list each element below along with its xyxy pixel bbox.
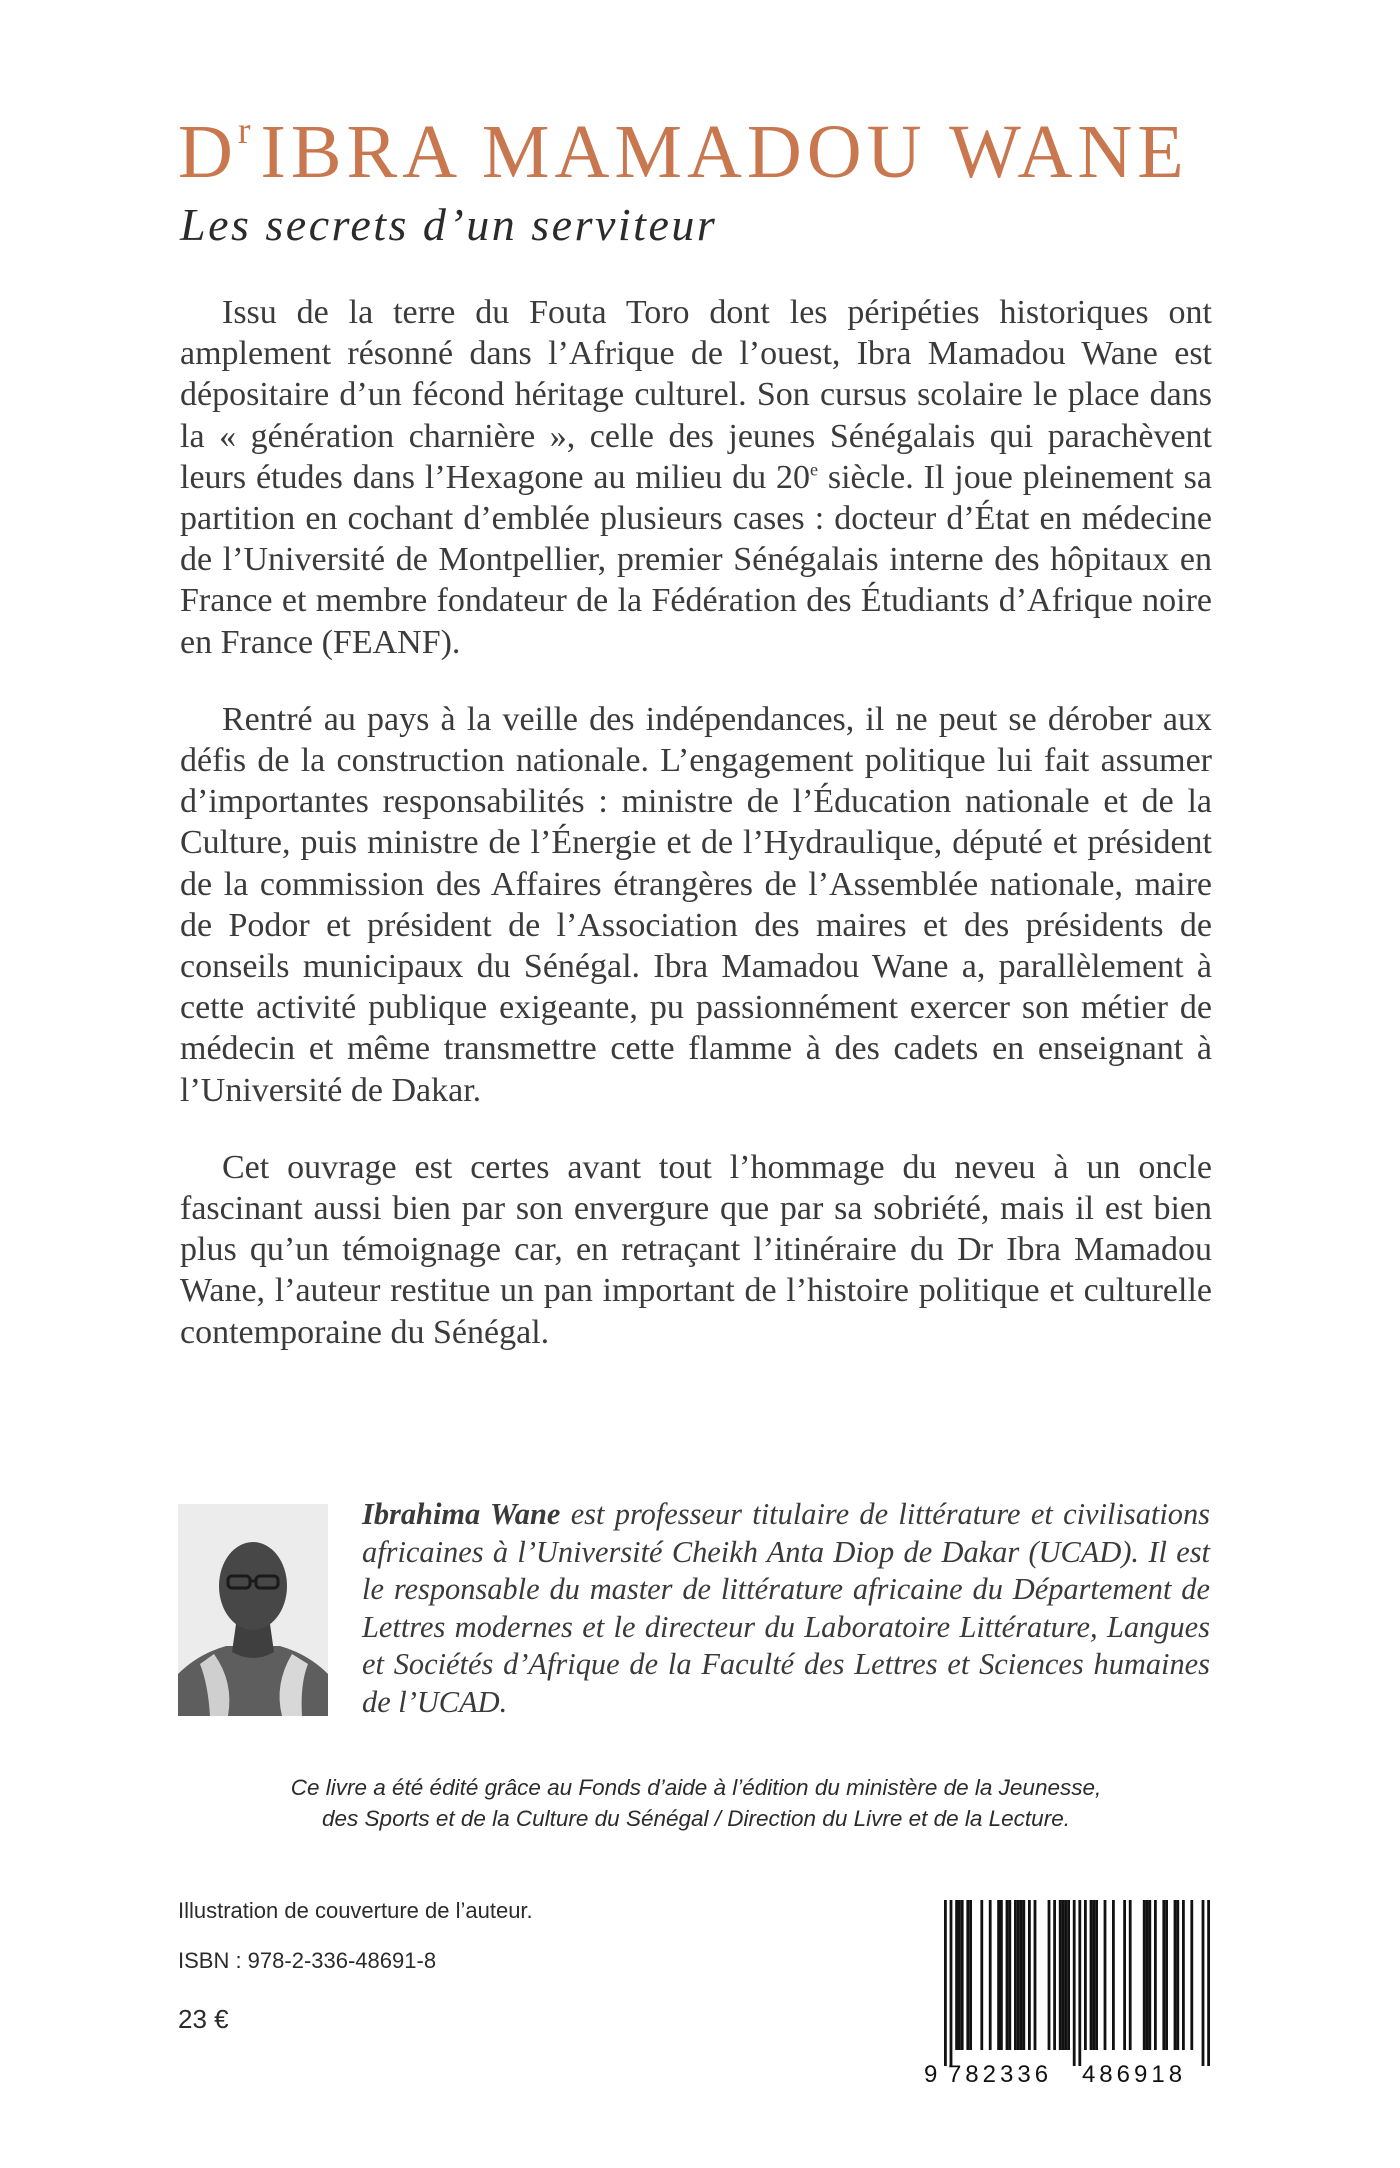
- barcode-bar: [1202, 1900, 1205, 2066]
- barcode-digits-group-2: 486918: [1081, 2061, 1187, 2088]
- author-bio: [362, 1496, 1210, 1722]
- barcode-bar: [1064, 1900, 1067, 2050]
- barcode-bar: [1067, 1900, 1070, 2050]
- barcode-bar: [1073, 1900, 1076, 2066]
- barcode-bar: [1129, 1900, 1132, 2050]
- barcode-bar: [1028, 1900, 1031, 2050]
- barcode-bar: [961, 1900, 964, 2050]
- barcode-bar: [1078, 1900, 1081, 2066]
- title-superscript: r: [237, 110, 251, 152]
- barcode-bar: [980, 1900, 983, 2050]
- barcode-first-digit: 9: [924, 2061, 938, 2088]
- summary-paragraph-3: Cet ouvrage est certes avant tout l’hommage du neveu à un oncle fascinant aussi bien par son envergure que par sa sobriété, mais il est bien plus qu’un témoignage car, en retraçant l’itinéraire du Dr Ibra Mamadou Wane, l’auteur restitue un pan important de l’histoire politique et culturelle contemporaine du Sénégal.: [180, 1148, 1212, 1351]
- barcode-digits-group-1: 782336: [947, 2061, 1053, 2088]
- barcode-bar: [1084, 1900, 1087, 2050]
- barcode-bar: [1048, 1900, 1051, 2050]
- barcode-bar: [1095, 1900, 1098, 2050]
- barcode-bar: [958, 1900, 961, 2050]
- isbn: ISBN : 978-2-336-48691-8: [178, 1948, 437, 1973]
- barcode-bar: [1146, 1900, 1149, 2050]
- price: 23 €: [178, 2004, 229, 2034]
- barcode-bar: [1017, 1900, 1020, 2050]
- barcode-bar: [1062, 1900, 1065, 2050]
- barcode-bar: [1207, 1900, 1210, 2066]
- barcode-bar: [1006, 1900, 1009, 2050]
- summary-paragraph-1-part-1: Issu de la terre du Fouta Toro dont les péripéties historiques ont amplement résonné dans l’Afrique de l’ouest, Ibra Mamadou Wane est dépositaire d’un fécond héritage culturel. Son cursus scolaire le place dans la « génération charnière », celle des jeunes Sénégalais qui parachèvent leurs études dans l’Hexagone au milieu du 20: [180, 294, 1212, 496]
- barcode-bar: [1174, 1900, 1177, 2050]
- summary-paragraph-1-part-2: siècle. Il joue pleinement sa partition en cochant d’emblée plusieurs cases : docteur d’État en médecine de l’Université de Montpellier, premier Sénégalais interne des hôpitaux en France et membre fondateur de la Fédération des Étudiants d’Afrique noire en France (FEANF).: [180, 458, 1212, 661]
- barcode-bar: [1008, 1900, 1011, 2050]
- barcode-bar: [1165, 1900, 1168, 2050]
- barcode-bar: [1112, 1900, 1115, 2050]
- title-prefix: D: [178, 110, 238, 194]
- barcode-bar: [1123, 1900, 1126, 2050]
- summary-paragraph-2: Rentré au pays à la veille des indépendances, il ne peut se dérober aux défis de la construction nationale. L’engagement politique lui fait assumer d’importantes responsabilités : ministre de l’Éducation nationale et de la Culture, puis ministre de l’Énergie et de l’Hydraulique, député et président de la commission des Affaires étrangères de l’Assemblée nationale, maire de Podor et président de l’Association des maires et des présidents de conseils municipaux du Sénégal. Ibra Mamadou Wane a, parallèlement à cette activité publique exigeante, pu passionnément exercer son métier de médecin et même transmettre cette flamme à des cadets en enseignant à l’Université de Dakar.: [180, 700, 1212, 1109]
- century-superscript: e: [810, 459, 818, 480]
- book-title: [178, 110, 1189, 194]
- isbn-barcode: [922, 1896, 1212, 2088]
- summary-paragraph-1: [180, 292, 1212, 663]
- barcode-bar: [1182, 1900, 1185, 2050]
- barcode-bar: [969, 1900, 972, 2050]
- barcode-bar: [997, 1900, 1000, 2050]
- funding-note: [180, 1772, 1212, 1834]
- barcode-bar: [1000, 1900, 1003, 2050]
- barcode-bar: [1148, 1900, 1151, 2050]
- funding-line-1: Ce livre a été édité grâce au Fonds d’aide à l’édition du ministère de la Jeunesse,: [290, 1775, 1102, 1800]
- funding-line-2: des Sports et de la Culture du Sénégal / Direction du Livre et de la Lecture.: [322, 1806, 1070, 1831]
- author-portrait-illustration: [178, 1504, 328, 1716]
- barcode-bar: [1162, 1900, 1165, 2050]
- barcode-bar: [944, 1900, 947, 2066]
- author-photo: [178, 1504, 328, 1716]
- barcode-bar: [1092, 1900, 1095, 2050]
- barcode-bar: [1053, 1900, 1056, 2050]
- barcode-bar: [1022, 1900, 1025, 2050]
- barcode-bar: [1059, 1900, 1062, 2050]
- barcode-bar: [1014, 1900, 1017, 2050]
- cover-illustration-credit: Illustration de couverture de l’auteur.: [178, 1898, 533, 1923]
- barcode-bar: [1090, 1900, 1093, 2050]
- author-name: Ibrahima Wane: [362, 1497, 561, 1531]
- barcode-bar: [1104, 1900, 1107, 2050]
- barcode-bar: [1143, 1900, 1146, 2050]
- barcode-bar: [966, 1900, 969, 2050]
- barcode-bar: [1020, 1900, 1023, 2050]
- barcode-bar: [1176, 1900, 1179, 2050]
- barcode-bar: [1190, 1900, 1193, 2050]
- barcode-bar: [955, 1900, 958, 2050]
- barcode-bar: [1154, 1900, 1157, 2050]
- barcode-graphic: [922, 1896, 1212, 2088]
- title-name: IBRA MAMADOU WANE: [260, 110, 1189, 194]
- barcode-bar: [950, 1900, 953, 2066]
- summary: [180, 292, 1212, 1389]
- barcode-bar: [1034, 1900, 1037, 2050]
- book-subtitle: Les secrets d’un serviteur: [180, 199, 718, 250]
- barcode-bar: [989, 1900, 992, 2050]
- author-bio-text: est professeur titulaire de littérature et civilisations africaines à l’Université Cheikh Anta Diop de Dakar (UCAD). Il est le responsable du master de littérature africaine du Département de Lettres modernes et le directeur du Laboratoire Littérature, Langues et Sociétés d’Afrique de la Faculté des Lettres et Sciences humaines de l’UCAD.: [362, 1497, 1211, 1719]
